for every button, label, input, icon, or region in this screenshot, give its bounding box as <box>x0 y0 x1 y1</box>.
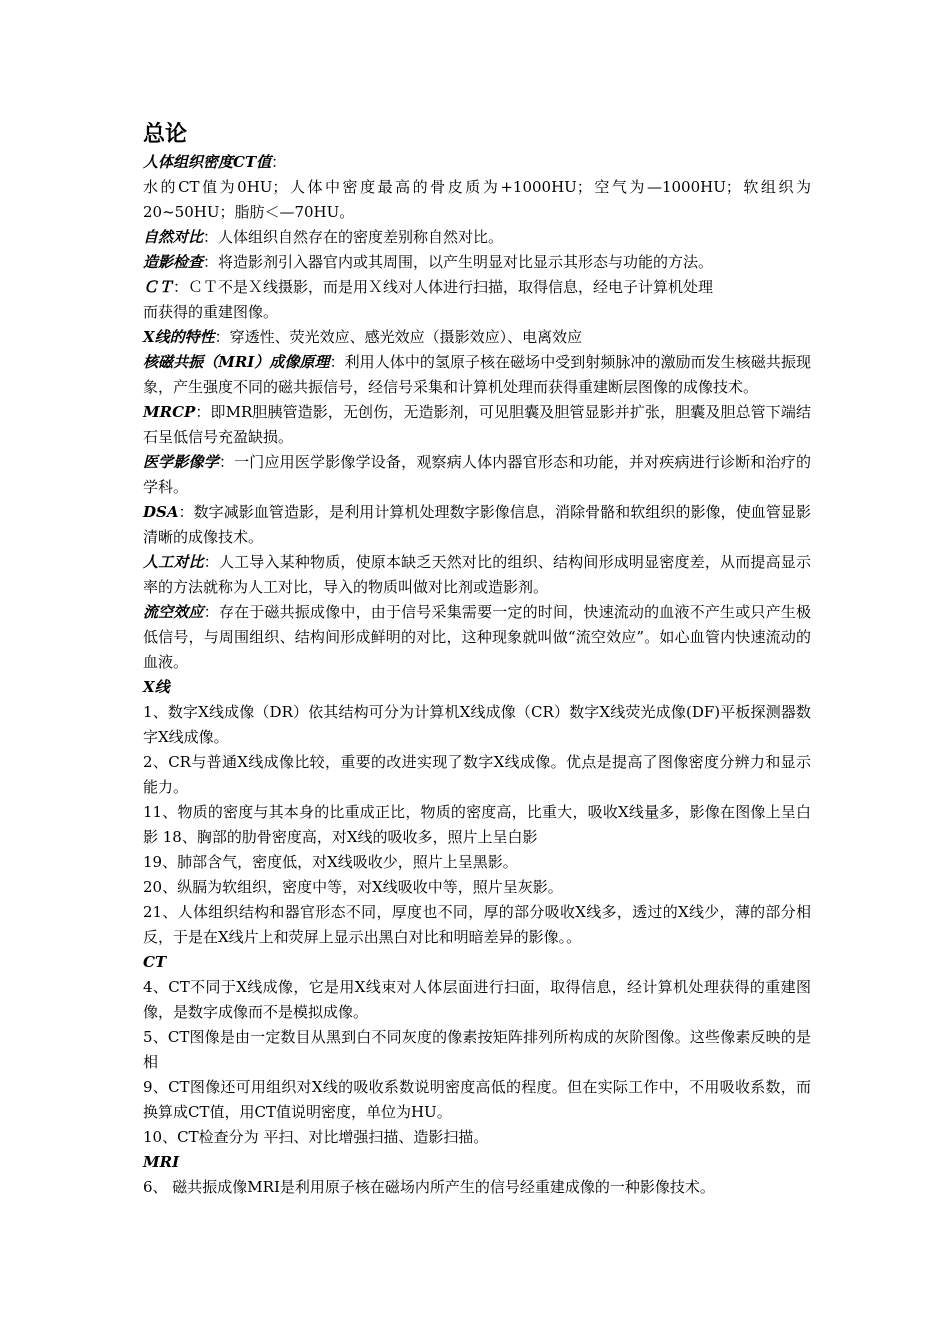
definition-text: 数字减影血管造影，是利用计算机处理数字影像信息，消除骨骼和软组织的影像，使血管显影清晰的成像技术。 <box>143 503 811 546</box>
definition-term: 流空效应 <box>143 603 204 621</box>
definition-text: 水的CT值为0HU；人体中密度最高的骨皮质为+1000HU；空气为—1000HU；软组织为20~50HU；脂肪＜—70HU。 <box>143 178 811 221</box>
definition-term: 核磁共振（MRI）成像原理 <box>143 353 330 371</box>
definition-text: 将造影剂引入器官内或其周围，以产生明显对比显示其形态与功能的方法。 <box>218 253 714 271</box>
definition-paragraph <box>143 150 811 175</box>
definition-text: 即MR胆胰管造影，无创伤，无造影剂，可见胆囊及胆管显影并扩张，胆囊及胆总管下端结石呈低信号充盈缺损。 <box>143 403 811 446</box>
definition-term: MRCP <box>143 403 196 421</box>
definition-paragraph <box>143 350 811 400</box>
definition-separator: ： <box>203 228 219 246</box>
definition-paragraph <box>143 300 811 325</box>
definition-term: 自然对比 <box>143 228 204 246</box>
definition-separator: ： <box>178 503 194 521</box>
definition-paragraph <box>143 275 811 300</box>
list-item: 11、物质的密度与其本身的比重成正比，物质的密度高，比重大，吸收X线量多，影像在图像上呈白影 18、胸部的肋骨密度高，对X线的吸收多，照片上呈白影 <box>143 803 811 846</box>
list-item: 21、人体组织结构和器官形态不同，厚度也不同，厚的部分吸收X线多，透过的X线少，薄的部分相反，于是在X线片上和荧屏上显示出黑白对比和明暗差异的影像。。 <box>143 903 811 946</box>
definition-paragraph <box>143 225 811 250</box>
definition-paragraph <box>143 600 811 675</box>
list-item: 1、数字X线成像（DR）依其结构可分为计算机X线成像（CR）数字X线荧光成像(DF)平板探测器数字X线成像。 <box>143 703 811 746</box>
definition-separator: ： <box>203 253 219 271</box>
definition-text: 穿透性、荧光效应、感光效应（摄影效应）、电离效应 <box>229 328 583 346</box>
definition-separator: ： <box>271 153 287 171</box>
ct-section <box>143 950 811 1150</box>
definition-separator: ： <box>329 353 345 371</box>
document-page <box>143 118 811 1200</box>
mri-section <box>143 1150 811 1200</box>
definitions-section <box>143 150 811 675</box>
definition-text: 存在于磁共振成像中，由于信号采集需要一定的时间，快速流动的血液不产生或只产生极低信号，与周围组织、结构间形成鲜明的对比，这种现象就叫做“流空效应”。如心血管内快速流动的血液。 <box>143 603 811 671</box>
list-item: 9、CT图像还可用组织对X线的吸收系数说明密度高低的程度。但在实际工作中，不用吸收系数，而换算成CT值，用CT值说明密度，单位为HU。 <box>143 1078 811 1121</box>
definition-separator: ： <box>203 603 219 621</box>
definition-separator: ： <box>203 553 219 571</box>
list-item: 19、肺部含气，密度低，对X线吸收少，照片上呈黑影。 <box>143 853 518 871</box>
definition-text: 一门应用医学影像学设备，观察病人体内器官形态和功能，并对疾病进行诊断和治疗的学科。 <box>143 453 811 496</box>
definition-separator: ： <box>195 403 211 421</box>
list-item: 5、CT图像是由一定数目从黑到白不同灰度的像素按矩阵排列所构成的灰阶图像。这些像素反映的是相 <box>143 1028 811 1071</box>
list-item: 4、CT不同于X线成像，它是用X线束对人体层面进行扫面，取得信息，经计算机处理获得的重建图像，是数字成像而不是模拟成像。 <box>143 978 811 1021</box>
section-heading-ct: CT <box>143 953 167 971</box>
definition-separator: ： <box>173 278 189 296</box>
definition-paragraph <box>143 250 811 275</box>
definition-text: 人体组织自然存在的密度差别称自然对比。 <box>218 228 504 246</box>
definition-text: 人工导入某种物质，使原本缺乏天然对比的组织、结构间形成明显密度差，从而提高显示率的方法就称为人工对比，导入的物质叫做对比剂或造影剂。 <box>143 553 811 596</box>
definition-paragraph <box>143 450 811 500</box>
definition-term: 造影检查 <box>143 253 204 271</box>
definition-text: 利用人体中的氢原子核在磁场中受到射频脉冲的激励而发生核磁共振现象，产生强度不同的磁共振信号，经信号采集和计算机处理而获得重建断层图像的成像技术。 <box>143 353 811 396</box>
definition-paragraph <box>143 175 811 225</box>
definition-paragraph <box>143 550 811 600</box>
page-title: 总论 <box>143 121 188 147</box>
definition-term: 人工对比 <box>143 553 204 571</box>
section-heading-mri: MRI <box>143 1153 180 1171</box>
list-item: 6、 磁共振成像MRI是利用原子核在磁场内所产生的信号经重建成像的一种影像技术。 <box>143 1178 715 1196</box>
definition-paragraph <box>143 325 811 350</box>
definition-term: 人体组织密度CT值 <box>143 153 272 171</box>
definition-term: DSA <box>143 503 179 521</box>
definition-text: ＣＴ不是Ｘ线摄影，而是用Ｘ线对人体进行扫描，取得信息，经电子计算机处理 <box>188 278 714 296</box>
definition-term: ＣＴ <box>143 278 174 296</box>
list-item: 2、CR与普通X线成像比较，重要的改进实现了数字X线成像。优点是提高了图像密度分辨力和显示能力。 <box>143 753 811 796</box>
list-item: 20、纵膈为软组织，密度中等，对X线吸收中等，照片呈灰影。 <box>143 878 563 896</box>
xray-section <box>143 675 811 950</box>
list-item: 10、CT检查分为 平扫、对比增强扫描、造影扫描。 <box>143 1128 489 1146</box>
definition-paragraph <box>143 400 811 450</box>
definition-separator: ： <box>218 453 235 471</box>
definition-term: X线的特性 <box>143 328 215 346</box>
definition-text: 而获得的重建图像。 <box>143 303 279 321</box>
section-heading-xray: X线 <box>143 678 170 696</box>
definition-term: 医学影像学 <box>143 453 219 471</box>
definition-separator: ： <box>214 328 230 346</box>
definition-paragraph <box>143 500 811 550</box>
